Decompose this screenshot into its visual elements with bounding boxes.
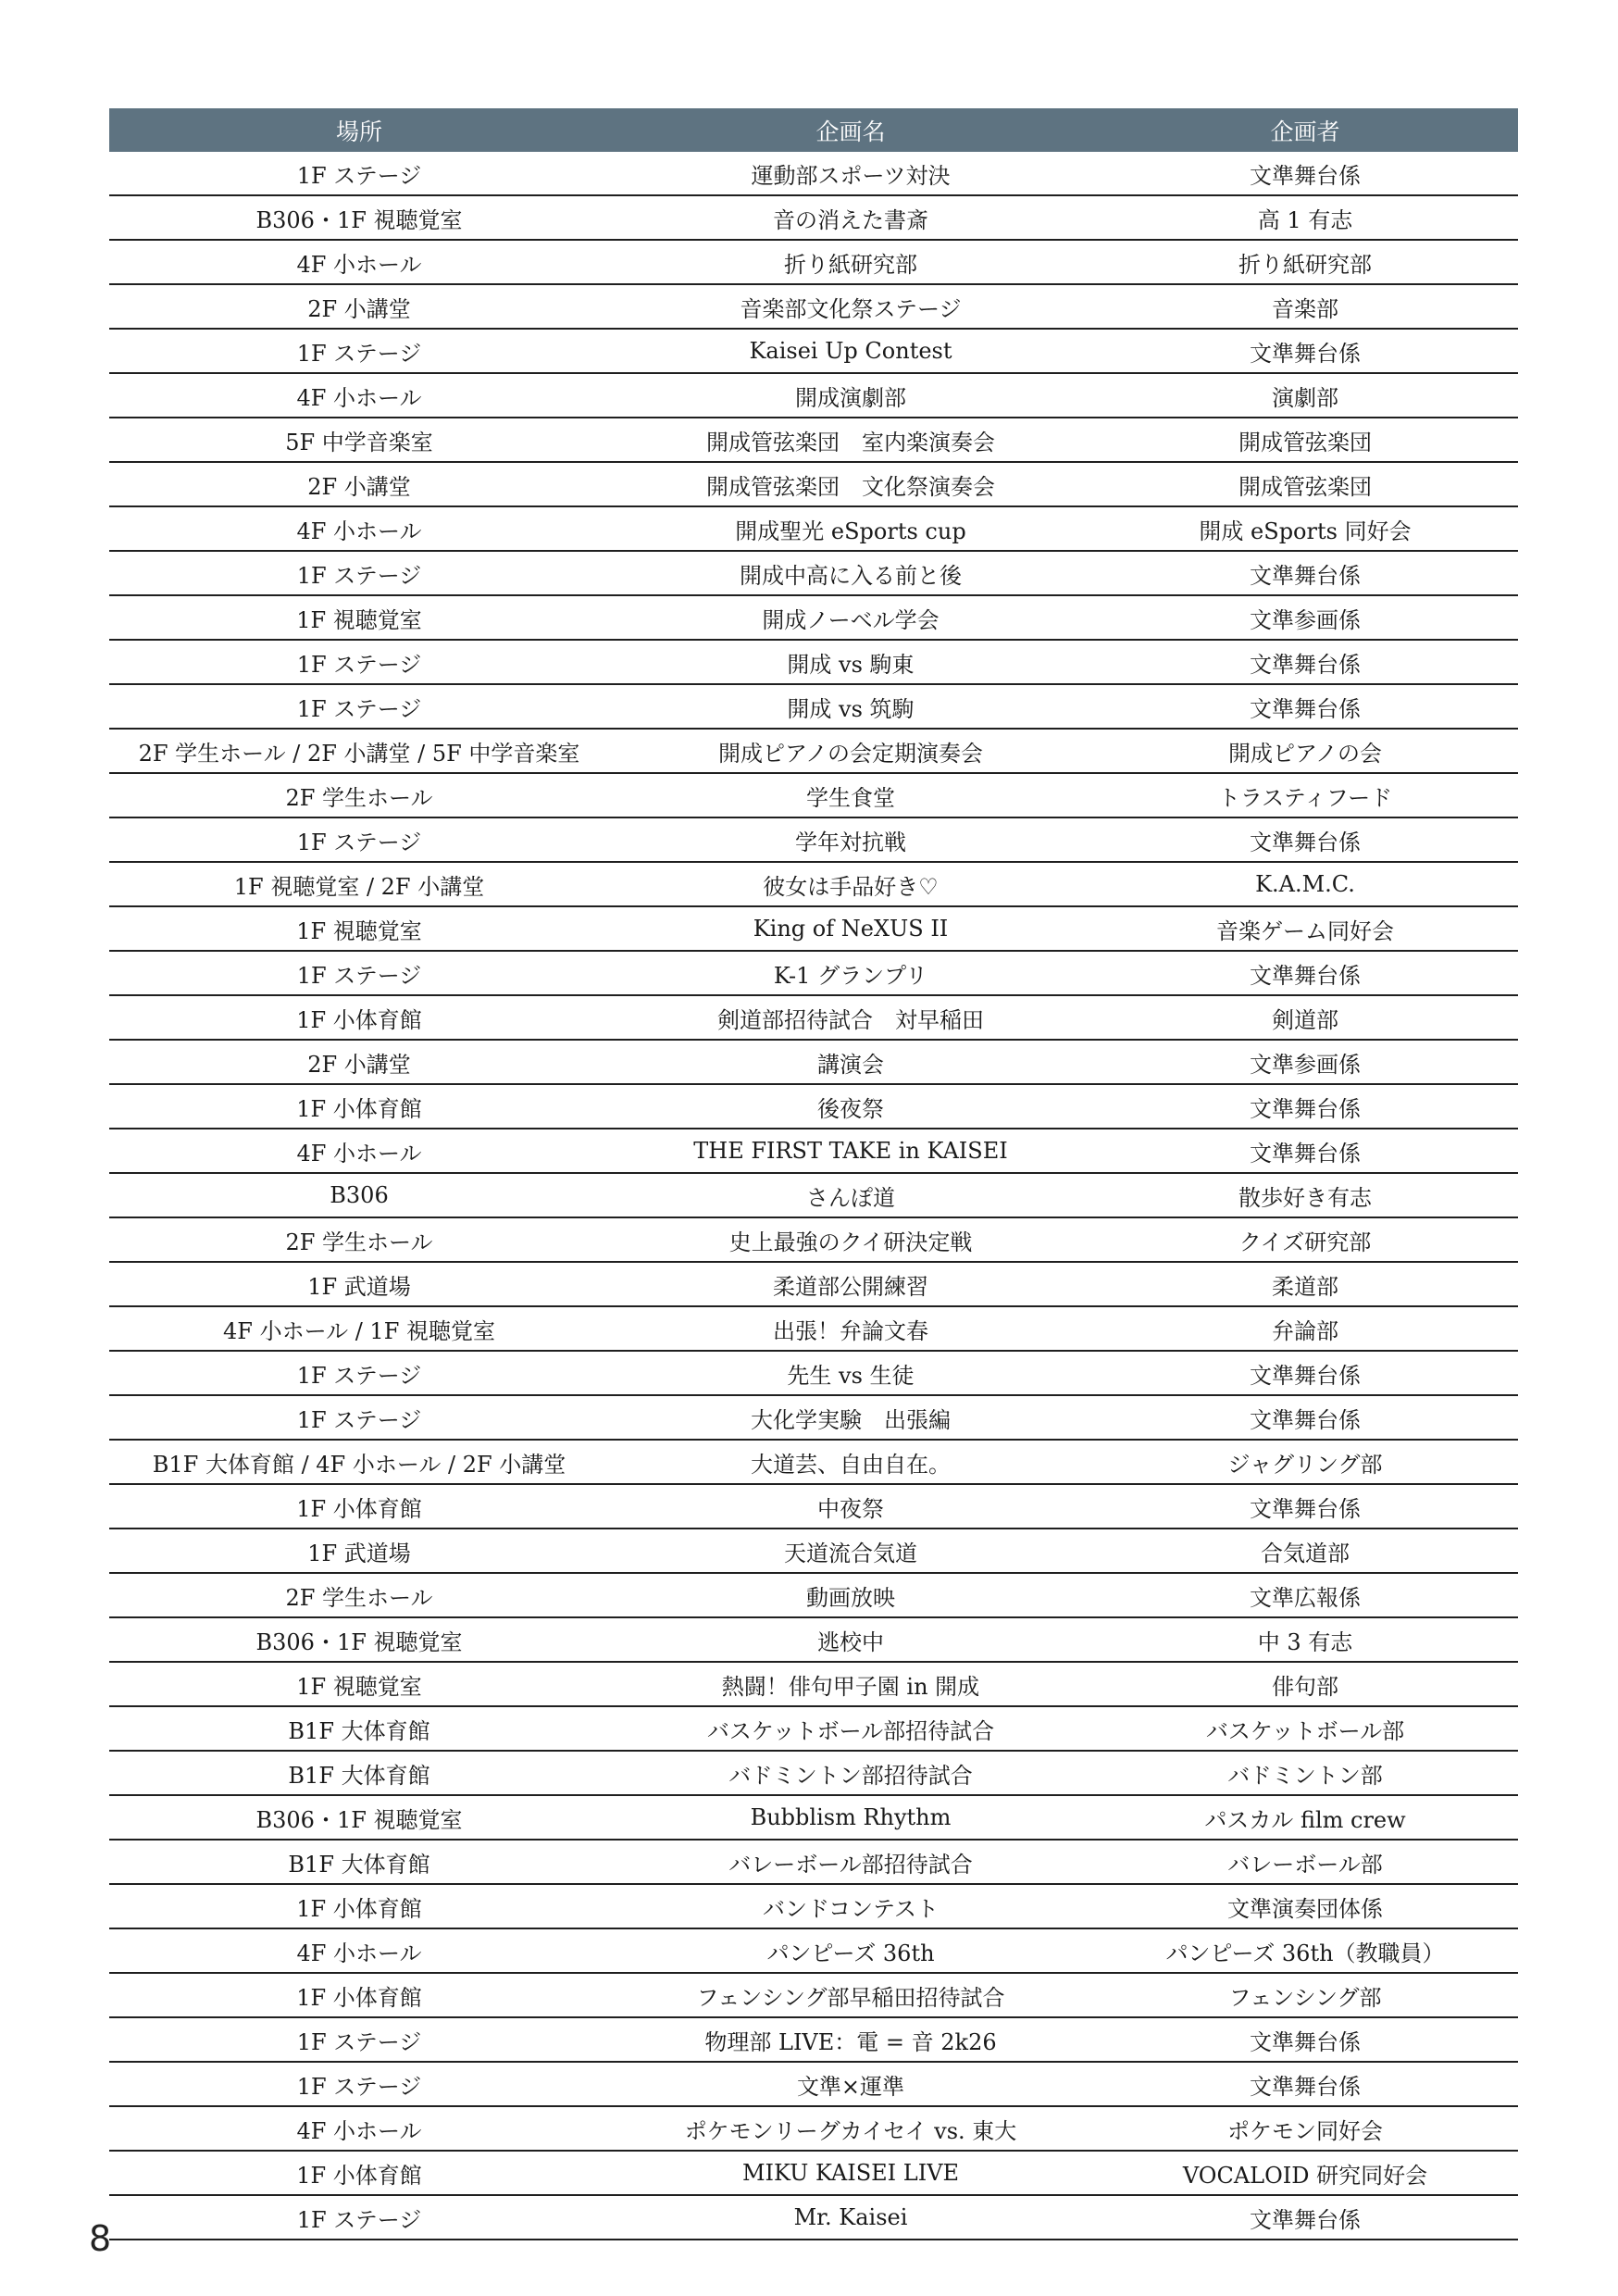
cell-event-name: 運動部スポーツ対決 xyxy=(609,152,1092,195)
cell-event-name: MIKU KAISEI LIVE xyxy=(609,2151,1092,2195)
cell-event-name: ポケモンリーグカイセイ vs. 東大 xyxy=(609,2106,1092,2151)
table-row xyxy=(109,1706,1518,1751)
cell-organizer: 文準舞台係 xyxy=(1092,1129,1518,1173)
cell-event-name: 開成ノーベル学会 xyxy=(609,595,1092,640)
cell-event-name: 動画放映 xyxy=(609,1573,1092,1617)
cell-organizer: 文準舞台係 xyxy=(1092,551,1518,595)
table-row xyxy=(109,1573,1518,1617)
cell-location: 4F 小ホール xyxy=(109,240,609,284)
table-row xyxy=(109,773,1518,817)
cell-event-name: 学生食堂 xyxy=(609,773,1092,817)
cell-event-name: 中夜祭 xyxy=(609,1484,1092,1529)
table-row xyxy=(109,240,1518,284)
cell-location: 1F ステージ xyxy=(109,2195,609,2240)
cell-organizer: 文準舞台係 xyxy=(1092,684,1518,729)
cell-organizer: 文準演奏団体係 xyxy=(1092,1884,1518,1928)
cell-location: 1F ステージ xyxy=(109,951,609,995)
cell-location: 4F 小ホール xyxy=(109,373,609,418)
cell-location: 2F 小講堂 xyxy=(109,462,609,506)
table-row xyxy=(109,1795,1518,1840)
cell-event-name: 出張！弁論文春 xyxy=(609,1306,1092,1351)
cell-location: 1F ステージ xyxy=(109,329,609,373)
cell-location: 1F ステージ xyxy=(109,2062,609,2106)
cell-event-name: 文準×運準 xyxy=(609,2062,1092,2106)
cell-event-name: バドミントン部招待試合 xyxy=(609,1751,1092,1795)
cell-location: 1F 小体育館 xyxy=(109,1884,609,1928)
cell-event-name: Mr. Kaisei xyxy=(609,2195,1092,2240)
cell-event-name: バンドコンテスト xyxy=(609,1884,1092,1928)
cell-event-name: さんぽ道 xyxy=(609,1173,1092,1217)
cell-organizer: バレーボール部 xyxy=(1092,1840,1518,1884)
cell-event-name: 音の消えた書斎 xyxy=(609,195,1092,240)
cell-event-name: 後夜祭 xyxy=(609,1084,1092,1129)
cell-location: 4F 小ホール xyxy=(109,506,609,551)
cell-location: 4F 小ホール xyxy=(109,1129,609,1173)
cell-location: 1F ステージ xyxy=(109,1351,609,1395)
cell-location: 2F 学生ホール xyxy=(109,773,609,817)
table-row xyxy=(109,1129,1518,1173)
cell-location: 1F 視聴覚室 xyxy=(109,1662,609,1706)
table-row xyxy=(109,418,1518,462)
cell-event-name: 学年対抗戦 xyxy=(609,817,1092,862)
cell-organizer: パスカル film crew xyxy=(1092,1795,1518,1840)
cell-organizer: 音楽部 xyxy=(1092,284,1518,329)
cell-location: 1F 視聴覚室 / 2F 小講堂 xyxy=(109,862,609,906)
table-row xyxy=(109,2151,1518,2195)
table-row xyxy=(109,817,1518,862)
cell-event-name: パンピーズ 36th xyxy=(609,1928,1092,1973)
cell-event-name: 物理部 LIVE：電 = 音 2k26 xyxy=(609,2017,1092,2062)
cell-event-name: 講演会 xyxy=(609,1040,1092,1084)
table-row xyxy=(109,1351,1518,1395)
table-row xyxy=(109,329,1518,373)
cell-location: B1F 大体育館 xyxy=(109,1840,609,1884)
cell-event-name: 大道芸、自由自在。 xyxy=(609,1440,1092,1484)
cell-location: 4F 小ホール xyxy=(109,1928,609,1973)
header-organizer: 企画者 xyxy=(1092,108,1518,152)
cell-organizer: トラスティフード xyxy=(1092,773,1518,817)
table-row xyxy=(109,1840,1518,1884)
table-row xyxy=(109,595,1518,640)
table-row xyxy=(109,2195,1518,2240)
cell-location: 1F 小体育館 xyxy=(109,2151,609,2195)
cell-location: 1F 武道場 xyxy=(109,1262,609,1306)
table-row xyxy=(109,284,1518,329)
cell-organizer: パンピーズ 36th（教職員） xyxy=(1092,1928,1518,1973)
cell-event-name: 開成ピアノの会定期演奏会 xyxy=(609,729,1092,773)
cell-organizer: フェンシング部 xyxy=(1092,1973,1518,2017)
cell-location: B306・1F 視聴覚室 xyxy=(109,1617,609,1662)
page-number: 8 xyxy=(89,2218,112,2259)
cell-event-name: 開成 vs 駒東 xyxy=(609,640,1092,684)
table-row xyxy=(109,951,1518,995)
cell-location: 2F 小講堂 xyxy=(109,284,609,329)
cell-organizer: 文準参画係 xyxy=(1092,595,1518,640)
cell-organizer: 文準舞台係 xyxy=(1092,2017,1518,2062)
cell-organizer: バドミントン部 xyxy=(1092,1751,1518,1795)
cell-organizer: 文準舞台係 xyxy=(1092,1484,1518,1529)
header-event-name: 企画名 xyxy=(609,108,1092,152)
table-body xyxy=(109,152,1518,2240)
header-location: 場所 xyxy=(109,108,609,152)
cell-organizer: 文準舞台係 xyxy=(1092,951,1518,995)
cell-event-name: King of NeXUS II xyxy=(609,906,1092,951)
table-row xyxy=(109,1973,1518,2017)
cell-organizer: 文準舞台係 xyxy=(1092,1084,1518,1129)
cell-event-name: バスケットボール部招待試合 xyxy=(609,1706,1092,1751)
cell-location: 1F ステージ xyxy=(109,551,609,595)
cell-event-name: 開成 vs 筑駒 xyxy=(609,684,1092,729)
cell-event-name: Bubblism Rhythm xyxy=(609,1795,1092,1840)
cell-organizer: 散歩好き有志 xyxy=(1092,1173,1518,1217)
cell-location: 1F ステージ xyxy=(109,817,609,862)
cell-organizer: 文準舞台係 xyxy=(1092,2062,1518,2106)
cell-organizer: クイズ研究部 xyxy=(1092,1217,1518,1262)
table-row xyxy=(109,1306,1518,1351)
table-row xyxy=(109,462,1518,506)
cell-location: 2F 学生ホール / 2F 小講堂 / 5F 中学音楽室 xyxy=(109,729,609,773)
cell-location: 1F 小体育館 xyxy=(109,1973,609,2017)
table-row xyxy=(109,1395,1518,1440)
table-row xyxy=(109,1751,1518,1795)
table-row xyxy=(109,1040,1518,1084)
cell-location: 1F 視聴覚室 xyxy=(109,906,609,951)
cell-organizer: 折り紙研究部 xyxy=(1092,240,1518,284)
table-header xyxy=(109,108,1518,152)
cell-event-name: 熱闘！俳句甲子園 in 開成 xyxy=(609,1662,1092,1706)
cell-event-name: 音楽部文化祭ステージ xyxy=(609,284,1092,329)
cell-event-name: K-1 グランプリ xyxy=(609,951,1092,995)
table-row xyxy=(109,2062,1518,2106)
cell-organizer: 合気道部 xyxy=(1092,1529,1518,1573)
cell-event-name: THE FIRST TAKE in KAISEI xyxy=(609,1129,1092,1173)
cell-location: 5F 中学音楽室 xyxy=(109,418,609,462)
table-row xyxy=(109,1440,1518,1484)
cell-event-name: 開成管弦楽団 室内楽演奏会 xyxy=(609,418,1092,462)
cell-event-name: 史上最強のクイ研決定戦 xyxy=(609,1217,1092,1262)
table-row xyxy=(109,195,1518,240)
table-row xyxy=(109,1084,1518,1129)
cell-location: 4F 小ホール xyxy=(109,2106,609,2151)
cell-organizer: 演劇部 xyxy=(1092,373,1518,418)
cell-location: 2F 学生ホール xyxy=(109,1573,609,1617)
cell-organizer: 開成管弦楽団 xyxy=(1092,418,1518,462)
cell-location: B306 xyxy=(109,1173,609,1217)
cell-organizer: 文準参画係 xyxy=(1092,1040,1518,1084)
table-row xyxy=(109,906,1518,951)
cell-event-name: 開成演劇部 xyxy=(609,373,1092,418)
cell-location: B306・1F 視聴覚室 xyxy=(109,1795,609,1840)
table-row xyxy=(109,506,1518,551)
cell-organizer: 文準舞台係 xyxy=(1092,640,1518,684)
cell-organizer: バスケットボール部 xyxy=(1092,1706,1518,1751)
table-row xyxy=(109,1662,1518,1706)
cell-organizer: 文準舞台係 xyxy=(1092,2195,1518,2240)
table-row xyxy=(109,1173,1518,1217)
cell-event-name: 逃校中 xyxy=(609,1617,1092,1662)
cell-organizer: ジャグリング部 xyxy=(1092,1440,1518,1484)
cell-organizer: 開成管弦楽団 xyxy=(1092,462,1518,506)
cell-event-name: 剣道部招待試合 対早稲田 xyxy=(609,995,1092,1040)
table-row xyxy=(109,1484,1518,1529)
cell-location: 1F ステージ xyxy=(109,684,609,729)
cell-event-name: 天道流合気道 xyxy=(609,1529,1092,1573)
cell-location: 1F ステージ xyxy=(109,1395,609,1440)
table-row xyxy=(109,995,1518,1040)
cell-location: B1F 大体育館 xyxy=(109,1706,609,1751)
table-row xyxy=(109,640,1518,684)
cell-organizer: 文準舞台係 xyxy=(1092,1351,1518,1395)
cell-organizer: 文準舞台係 xyxy=(1092,1395,1518,1440)
cell-location: B1F 大体育館 xyxy=(109,1751,609,1795)
cell-location: 1F ステージ xyxy=(109,640,609,684)
cell-organizer: 剣道部 xyxy=(1092,995,1518,1040)
cell-organizer: 文準舞台係 xyxy=(1092,817,1518,862)
cell-event-name: 彼女は手品好き♡ xyxy=(609,862,1092,906)
cell-organizer: 俳句部 xyxy=(1092,1662,1518,1706)
cell-event-name: 折り紙研究部 xyxy=(609,240,1092,284)
cell-organizer: 音楽ゲーム同好会 xyxy=(1092,906,1518,951)
cell-event-name: 開成管弦楽団 文化祭演奏会 xyxy=(609,462,1092,506)
cell-location: B306・1F 視聴覚室 xyxy=(109,195,609,240)
cell-event-name: 開成聖光 eSports cup xyxy=(609,506,1092,551)
event-schedule-table xyxy=(109,108,1518,2240)
cell-location: 1F ステージ xyxy=(109,152,609,195)
table-row xyxy=(109,1529,1518,1573)
table-row xyxy=(109,684,1518,729)
cell-event-name: 開成中高に入る前と後 xyxy=(609,551,1092,595)
cell-location: 1F 小体育館 xyxy=(109,1484,609,1529)
cell-location: 1F 武道場 xyxy=(109,1529,609,1573)
table-row xyxy=(109,2017,1518,2062)
table-row xyxy=(109,152,1518,195)
cell-organizer: 高 1 有志 xyxy=(1092,195,1518,240)
table-row xyxy=(109,1617,1518,1662)
header-row xyxy=(109,108,1518,152)
cell-organizer: 文準舞台係 xyxy=(1092,152,1518,195)
cell-location: 2F 小講堂 xyxy=(109,1040,609,1084)
cell-event-name: 大化学実験 出張編 xyxy=(609,1395,1092,1440)
table-row xyxy=(109,551,1518,595)
cell-location: B1F 大体育館 / 4F 小ホール / 2F 小講堂 xyxy=(109,1440,609,1484)
cell-organizer: 中 3 有志 xyxy=(1092,1617,1518,1662)
cell-location: 4F 小ホール / 1F 視聴覚室 xyxy=(109,1306,609,1351)
cell-organizer: 文準舞台係 xyxy=(1092,329,1518,373)
cell-event-name: Kaisei Up Contest xyxy=(609,329,1092,373)
cell-organizer: 文準広報係 xyxy=(1092,1573,1518,1617)
cell-organizer: K.A.M.C. xyxy=(1092,862,1518,906)
cell-organizer: ポケモン同好会 xyxy=(1092,2106,1518,2151)
table-row xyxy=(109,373,1518,418)
cell-organizer: 弁論部 xyxy=(1092,1306,1518,1351)
cell-location: 2F 学生ホール xyxy=(109,1217,609,1262)
cell-organizer: 開成ピアノの会 xyxy=(1092,729,1518,773)
table-row xyxy=(109,1262,1518,1306)
cell-event-name: バレーボール部招待試合 xyxy=(609,1840,1092,1884)
cell-location: 1F 小体育館 xyxy=(109,995,609,1040)
cell-location: 1F 小体育館 xyxy=(109,1084,609,1129)
cell-location: 1F ステージ xyxy=(109,2017,609,2062)
cell-organizer: 柔道部 xyxy=(1092,1262,1518,1306)
cell-event-name: フェンシング部早稲田招待試合 xyxy=(609,1973,1092,2017)
table-row xyxy=(109,1217,1518,1262)
table-row xyxy=(109,862,1518,906)
cell-organizer: VOCALOID 研究同好会 xyxy=(1092,2151,1518,2195)
table-row xyxy=(109,2106,1518,2151)
table-row xyxy=(109,1928,1518,1973)
table-row xyxy=(109,1884,1518,1928)
cell-event-name: 先生 vs 生徒 xyxy=(609,1351,1092,1395)
cell-organizer: 開成 eSports 同好会 xyxy=(1092,506,1518,551)
cell-event-name: 柔道部公開練習 xyxy=(609,1262,1092,1306)
cell-location: 1F 視聴覚室 xyxy=(109,595,609,640)
table-row xyxy=(109,729,1518,773)
